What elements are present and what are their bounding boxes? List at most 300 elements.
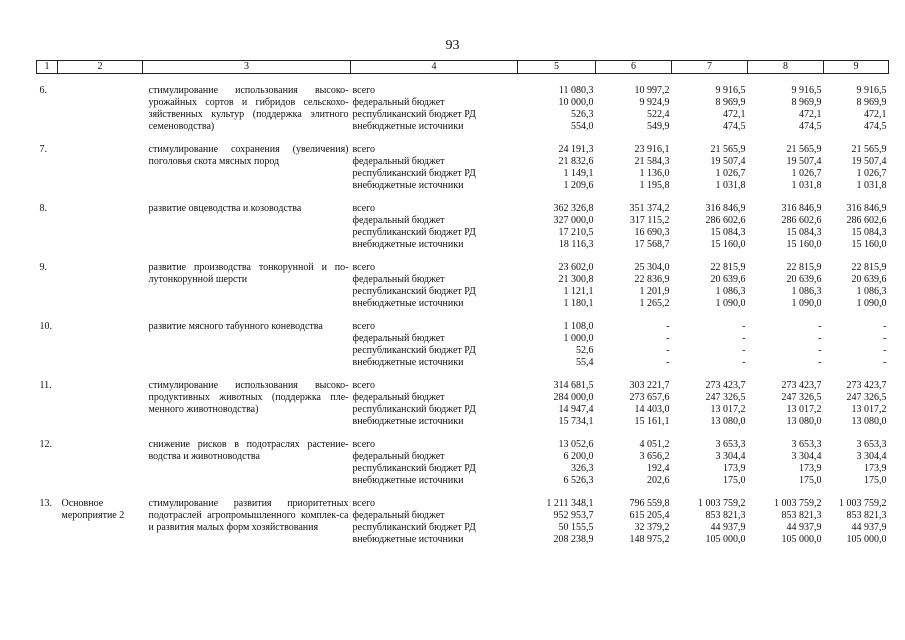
amount-cell: 3 304,4 <box>715 451 746 462</box>
amount-cell: 25 304,0 <box>634 262 670 273</box>
amount-cell: 9 924,9 <box>639 97 670 108</box>
spacer-cell <box>37 192 889 203</box>
funding-source-label: всего <box>352 498 376 509</box>
value-column-7 <box>672 85 748 133</box>
value-column-9 <box>824 144 889 192</box>
amount-cell: 44 937,9 <box>710 522 746 533</box>
amount-cell: 474,5 <box>723 121 746 132</box>
amount-cell: - <box>742 345 746 356</box>
amount-cell: 55,4 <box>576 357 594 368</box>
funding-source-label: республиканский бюджет РД <box>352 404 476 415</box>
amount-cell: 351 374,2 <box>629 203 670 214</box>
spacer-cell <box>37 369 889 380</box>
funding-source-label: внебюджетные источники <box>352 180 464 191</box>
amount-cell: 1 136,0 <box>639 168 670 179</box>
amount-cell: 1 090,0 <box>856 298 887 309</box>
amount-cell: 286 602,6 <box>705 215 746 226</box>
amount-cell: 105 000,0 <box>781 534 822 545</box>
table-row <box>37 321 889 369</box>
amount-cell: 1 149,1 <box>563 168 594 179</box>
value-column-7 <box>672 262 748 310</box>
amount-cell: 1 265,2 <box>639 298 670 309</box>
amount-cell: - <box>666 321 670 332</box>
row-spacer <box>37 310 889 321</box>
amount-cell: 105 000,0 <box>846 534 887 545</box>
amount-cell: 1 000,0 <box>563 333 594 344</box>
amount-cell: 1 086,3 <box>791 286 822 297</box>
amount-cell: 326,3 <box>571 463 594 474</box>
main-activity <box>58 203 143 251</box>
amount-cell: 202,6 <box>647 475 670 486</box>
value-column-8 <box>748 144 824 192</box>
amount-cell: 273 423,7 <box>705 380 746 391</box>
amount-cell: 52,6 <box>576 345 594 356</box>
value-column-9 <box>824 380 889 428</box>
amount-cell: 1 201,9 <box>639 286 670 297</box>
funding-source-label: всего <box>352 262 376 273</box>
amount-cell: 8 969,9 <box>715 97 746 108</box>
amount-cell: 1 211 348,1 <box>546 498 594 509</box>
amount-cell: 13 017,2 <box>786 404 822 415</box>
row-spacer <box>37 133 889 144</box>
column-header: 7 <box>672 61 748 74</box>
budget-table <box>36 60 889 546</box>
funding-source-label: федеральный бюджет <box>352 215 445 226</box>
funding-source-label: федеральный бюджет <box>352 333 445 344</box>
value-column-9 <box>824 498 889 546</box>
amount-cell: 13 080,0 <box>710 416 746 427</box>
value-column-9 <box>824 262 889 310</box>
amount-cell: 21 832,6 <box>558 156 594 167</box>
value-column-8 <box>748 439 824 487</box>
amount-cell: 853 821,3 <box>705 510 746 521</box>
amount-cell: 796 559,8 <box>629 498 670 509</box>
amount-cell: 3 304,4 <box>856 451 887 462</box>
value-column-5 <box>518 321 596 369</box>
amount-cell: 472,1 <box>864 109 887 120</box>
funding-source-label: внебюджетные источники <box>352 121 464 132</box>
value-column-6 <box>596 439 672 487</box>
value-column-9 <box>824 85 889 133</box>
amount-cell: 1 031,8 <box>791 180 822 191</box>
amount-cell: 13 017,2 <box>710 404 746 415</box>
value-column-8 <box>748 380 824 428</box>
funding-source-label: всего <box>352 144 376 155</box>
amount-cell: 13 017,2 <box>851 404 887 415</box>
amount-cell: 1 026,7 <box>791 168 822 179</box>
amount-cell: 14 403,0 <box>634 404 670 415</box>
value-column-5 <box>518 498 596 546</box>
spacer-cell <box>37 310 889 321</box>
table-row <box>37 144 889 192</box>
amount-cell: 1 031,8 <box>715 180 746 191</box>
row-spacer <box>37 487 889 498</box>
amount-cell: 1 086,3 <box>715 286 746 297</box>
amount-cell: 208 238,9 <box>553 534 594 545</box>
row-number: 9. <box>39 262 47 273</box>
spacer-cell <box>37 428 889 439</box>
row-number: 8. <box>39 203 47 214</box>
table-row <box>37 85 889 133</box>
value-column-5 <box>518 380 596 428</box>
table-body <box>37 74 889 547</box>
spacer-cell <box>37 251 889 262</box>
amount-cell: 247 326,5 <box>781 392 822 403</box>
amount-cell: 22 836,9 <box>634 274 670 285</box>
main-activity <box>58 144 143 192</box>
funding-sources <box>351 144 518 192</box>
amount-cell: 21 565,9 <box>786 144 822 155</box>
amount-cell: 173,9 <box>799 463 822 474</box>
amount-cell: 15 084,3 <box>851 227 887 238</box>
table-row <box>37 439 889 487</box>
amount-cell: 13 080,0 <box>786 416 822 427</box>
row-number: 7. <box>39 144 47 155</box>
activity-description: стимулирование сохранения (увеличения) поголовья скота мясных пород <box>148 144 349 167</box>
funding-source-label: всего <box>352 321 376 332</box>
funding-sources <box>351 85 518 133</box>
amount-cell: 19 507,4 <box>851 156 887 167</box>
amount-cell: 15 734,1 <box>558 416 594 427</box>
amount-cell: 327 000,0 <box>553 215 594 226</box>
row-spacer <box>37 428 889 439</box>
amount-cell: 19 507,4 <box>786 156 822 167</box>
amount-cell: - <box>883 345 887 356</box>
amount-cell: 472,1 <box>723 109 746 120</box>
main-activity <box>58 262 143 310</box>
amount-cell: 15 084,3 <box>786 227 822 238</box>
activity-description: развитие мясного табунного коневодства <box>148 321 323 332</box>
amount-cell: 23 602,0 <box>558 262 594 273</box>
funding-source-label: всего <box>352 203 376 214</box>
amount-cell: 1 003 759,2 <box>839 498 887 509</box>
main-activity <box>58 439 143 487</box>
amount-cell: 10 997,2 <box>634 85 670 96</box>
amount-cell: 9 916,5 <box>856 85 887 96</box>
funding-source-label: федеральный бюджет <box>352 97 445 108</box>
amount-cell: 175,0 <box>723 475 746 486</box>
amount-cell: 3 656,2 <box>639 451 670 462</box>
value-column-6 <box>596 85 672 133</box>
value-column-8 <box>748 85 824 133</box>
amount-cell: 316 846,9 <box>781 203 822 214</box>
value-column-5 <box>518 85 596 133</box>
amount-cell: 1 026,7 <box>715 168 746 179</box>
amount-cell: 44 937,9 <box>786 522 822 533</box>
amount-cell: 11 080,3 <box>558 85 594 96</box>
amount-cell: 20 639,6 <box>786 274 822 285</box>
column-header: 9 <box>824 61 889 74</box>
funding-source-label: внебюджетные источники <box>352 475 464 486</box>
amount-cell: 192,4 <box>647 463 670 474</box>
value-column-7 <box>672 144 748 192</box>
value-column-7 <box>672 498 748 546</box>
amount-cell: 3 304,4 <box>791 451 822 462</box>
funding-source-label: республиканский бюджет РД <box>352 168 476 179</box>
amount-cell: - <box>818 333 822 344</box>
value-column-9 <box>824 439 889 487</box>
value-column-6 <box>596 321 672 369</box>
amount-cell: 15 160,0 <box>710 239 746 250</box>
amount-cell: 175,0 <box>864 475 887 486</box>
main-activity <box>58 380 143 428</box>
funding-sources <box>351 498 518 546</box>
amount-cell: 21 584,3 <box>634 156 670 167</box>
amount-cell: 273 423,7 <box>781 380 822 391</box>
amount-cell: 13 052,6 <box>558 439 594 450</box>
amount-cell: - <box>883 357 887 368</box>
column-header: 3 <box>143 61 351 74</box>
amount-cell: 316 846,9 <box>846 203 887 214</box>
row-spacer <box>37 369 889 380</box>
funding-source-label: внебюджетные источники <box>352 357 464 368</box>
amount-cell: 24 191,3 <box>558 144 594 155</box>
value-column-8 <box>748 203 824 251</box>
amount-cell: 22 815,9 <box>851 262 887 273</box>
funding-source-label: всего <box>352 439 376 450</box>
amount-cell: 247 326,5 <box>846 392 887 403</box>
value-column-5 <box>518 262 596 310</box>
column-header: 1 <box>37 61 58 74</box>
funding-source-label: республиканский бюджет РД <box>352 522 476 533</box>
funding-sources <box>351 203 518 251</box>
column-header: 6 <box>596 61 672 74</box>
funding-sources <box>351 439 518 487</box>
amount-cell: 17 210,5 <box>558 227 594 238</box>
value-column-7 <box>672 380 748 428</box>
amount-cell: 1 086,3 <box>856 286 887 297</box>
funding-source-label: всего <box>352 85 376 96</box>
amount-cell: 1 209,6 <box>563 180 594 191</box>
amount-cell: - <box>818 345 822 356</box>
value-column-8 <box>748 498 824 546</box>
amount-cell: 362 326,8 <box>553 203 594 214</box>
amount-cell: 273 657,6 <box>629 392 670 403</box>
value-column-7 <box>672 439 748 487</box>
spacer-cell <box>37 487 889 498</box>
table-row <box>37 262 889 310</box>
spacer-cell <box>37 133 889 144</box>
amount-cell: - <box>818 357 822 368</box>
amount-cell: 175,0 <box>799 475 822 486</box>
funding-source-label: федеральный бюджет <box>352 451 445 462</box>
amount-cell: 10 000,0 <box>558 97 594 108</box>
amount-cell: 247 326,5 <box>705 392 746 403</box>
column-header: 2 <box>58 61 143 74</box>
funding-source-label: республиканский бюджет РД <box>352 463 476 474</box>
amount-cell: - <box>742 333 746 344</box>
amount-cell: 853 821,3 <box>781 510 822 521</box>
activity-description: стимулирование использования высоко-урожайных сортов и гибридов сельскохо-зяйственных культур (поддержка элитного семеноводства) <box>148 85 349 132</box>
value-column-6 <box>596 262 672 310</box>
amount-cell: 1 003 759,2 <box>698 498 746 509</box>
amount-cell: 1 180,1 <box>563 298 594 309</box>
column-number-header <box>37 61 889 74</box>
amount-cell: 3 653,3 <box>715 439 746 450</box>
amount-cell: 9 916,5 <box>715 85 746 96</box>
amount-cell: 615 205,4 <box>629 510 670 521</box>
amount-cell: - <box>818 321 822 332</box>
main-activity <box>58 85 143 133</box>
column-header: 4 <box>351 61 518 74</box>
funding-source-label: внебюджетные источники <box>352 534 464 545</box>
amount-cell: 20 639,6 <box>710 274 746 285</box>
amount-cell: 286 602,6 <box>846 215 887 226</box>
amount-cell: 15 161,1 <box>634 416 670 427</box>
amount-cell: - <box>742 357 746 368</box>
amount-cell: 14 947,4 <box>558 404 594 415</box>
value-column-6 <box>596 203 672 251</box>
amount-cell: 1 195,8 <box>639 180 670 191</box>
amount-cell: 173,9 <box>864 463 887 474</box>
page-number: 93 <box>445 38 460 53</box>
amount-cell: 8 969,9 <box>856 97 887 108</box>
value-column-6 <box>596 498 672 546</box>
amount-cell: 18 116,3 <box>558 239 594 250</box>
amount-cell: 22 815,9 <box>786 262 822 273</box>
amount-cell: 13 080,0 <box>851 416 887 427</box>
amount-cell: - <box>666 357 670 368</box>
value-column-6 <box>596 380 672 428</box>
amount-cell: 3 653,3 <box>791 439 822 450</box>
amount-cell: - <box>883 333 887 344</box>
funding-source-label: всего <box>352 380 376 391</box>
amount-cell: 9 916,5 <box>791 85 822 96</box>
funding-source-label: внебюджетные источники <box>352 298 464 309</box>
value-column-8 <box>748 262 824 310</box>
amount-cell: 273 423,7 <box>846 380 887 391</box>
row-spacer <box>37 192 889 203</box>
main-activity <box>58 321 143 369</box>
amount-cell: 6 200,0 <box>563 451 594 462</box>
funding-sources <box>351 262 518 310</box>
value-column-6 <box>596 144 672 192</box>
amount-cell: 21 300,8 <box>558 274 594 285</box>
table-row <box>37 203 889 251</box>
amount-cell: 15 160,0 <box>786 239 822 250</box>
amount-cell: 148 975,2 <box>629 534 670 545</box>
funding-source-label: республиканский бюджет РД <box>352 227 476 238</box>
main-activity: Основное мероприятие 2 <box>61 498 125 521</box>
amount-cell: 952 953,7 <box>553 510 594 521</box>
amount-cell: 23 916,1 <box>634 144 670 155</box>
amount-cell: 1 090,0 <box>791 298 822 309</box>
funding-source-label: республиканский бюджет РД <box>352 345 476 356</box>
funding-sources <box>351 380 518 428</box>
funding-source-label: федеральный бюджет <box>352 274 445 285</box>
amount-cell: 3 653,3 <box>856 439 887 450</box>
amount-cell: 17 568,7 <box>634 239 670 250</box>
amount-cell: 22 815,9 <box>710 262 746 273</box>
amount-cell: 15 160,0 <box>851 239 887 250</box>
amount-cell: 554,0 <box>571 121 594 132</box>
funding-sources <box>351 321 518 369</box>
amount-cell: 1 090,0 <box>715 298 746 309</box>
amount-cell: 474,5 <box>799 121 822 132</box>
value-column-9 <box>824 321 889 369</box>
amount-cell: 286 602,6 <box>781 215 822 226</box>
amount-cell: 1 026,7 <box>856 168 887 179</box>
amount-cell: 284 000,0 <box>553 392 594 403</box>
row-spacer <box>37 74 889 86</box>
amount-cell: - <box>883 321 887 332</box>
amount-cell: 50 155,5 <box>558 522 594 533</box>
amount-cell: 44 937,9 <box>851 522 887 533</box>
amount-cell: 317 115,2 <box>629 215 670 226</box>
row-number: 12. <box>39 439 52 450</box>
funding-source-label: внебюджетные источники <box>352 416 464 427</box>
activity-description: развитие овцеводства и козоводства <box>148 203 302 214</box>
amount-cell: 8 969,9 <box>791 97 822 108</box>
value-column-5 <box>518 144 596 192</box>
amount-cell: 1 031,8 <box>856 180 887 191</box>
funding-source-label: республиканский бюджет РД <box>352 109 476 120</box>
activity-description: развитие производства тонкорунной и по-лутонкорунной шерсти <box>148 262 349 285</box>
amount-cell: 303 221,7 <box>629 380 670 391</box>
amount-cell: 6 526,3 <box>563 475 594 486</box>
amount-cell: 314 681,5 <box>553 380 594 391</box>
funding-source-label: республиканский бюджет РД <box>352 286 476 297</box>
amount-cell: 1 108,0 <box>563 321 594 332</box>
row-spacer <box>37 251 889 262</box>
amount-cell: 853 821,3 <box>846 510 887 521</box>
spacer-cell <box>37 74 889 86</box>
activity-description: снижение рисков в подотраслях растение-водства и животноводства <box>148 439 349 462</box>
value-column-5 <box>518 203 596 251</box>
value-column-8 <box>748 321 824 369</box>
amount-cell: 21 565,9 <box>851 144 887 155</box>
row-number: 13. <box>39 498 52 509</box>
value-column-7 <box>672 203 748 251</box>
column-header: 5 <box>518 61 596 74</box>
amount-cell: 105 000,0 <box>705 534 746 545</box>
amount-cell: - <box>666 345 670 356</box>
funding-source-label: федеральный бюджет <box>352 392 445 403</box>
amount-cell: 1 003 759,2 <box>774 498 822 509</box>
value-column-7 <box>672 321 748 369</box>
amount-cell: - <box>742 321 746 332</box>
amount-cell: 474,5 <box>864 121 887 132</box>
row-number: 11. <box>39 380 52 391</box>
amount-cell: 316 846,9 <box>705 203 746 214</box>
amount-cell: 522,4 <box>647 109 670 120</box>
amount-cell: 4 051,2 <box>639 439 670 450</box>
value-column-9 <box>824 203 889 251</box>
activity-description: стимулирование развития приоритетных подотраслей агропромышленного комплек-са и развития малых форм хозяйствования <box>148 498 349 533</box>
row-number: 6. <box>39 85 47 96</box>
amount-cell: 16 690,3 <box>634 227 670 238</box>
amount-cell: 472,1 <box>799 109 822 120</box>
activity-description: стимулирование использования высоко-продуктивных животных (поддержка пле-менного животноводства) <box>148 380 349 415</box>
amount-cell: 15 084,3 <box>710 227 746 238</box>
amount-cell: 173,9 <box>723 463 746 474</box>
column-header: 8 <box>748 61 824 74</box>
amount-cell: - <box>666 333 670 344</box>
amount-cell: 1 121,1 <box>563 286 594 297</box>
funding-source-label: федеральный бюджет <box>352 156 445 167</box>
amount-cell: 526,3 <box>571 109 594 120</box>
amount-cell: 549,9 <box>647 121 670 132</box>
row-number: 10. <box>39 321 52 332</box>
funding-source-label: федеральный бюджет <box>352 510 445 521</box>
amount-cell: 32 379,2 <box>634 522 670 533</box>
amount-cell: 19 507,4 <box>710 156 746 167</box>
amount-cell: 20 639,6 <box>851 274 887 285</box>
table-row <box>37 380 889 428</box>
table-row <box>37 498 889 546</box>
funding-source-label: внебюджетные источники <box>352 239 464 250</box>
amount-cell: 21 565,9 <box>710 144 746 155</box>
